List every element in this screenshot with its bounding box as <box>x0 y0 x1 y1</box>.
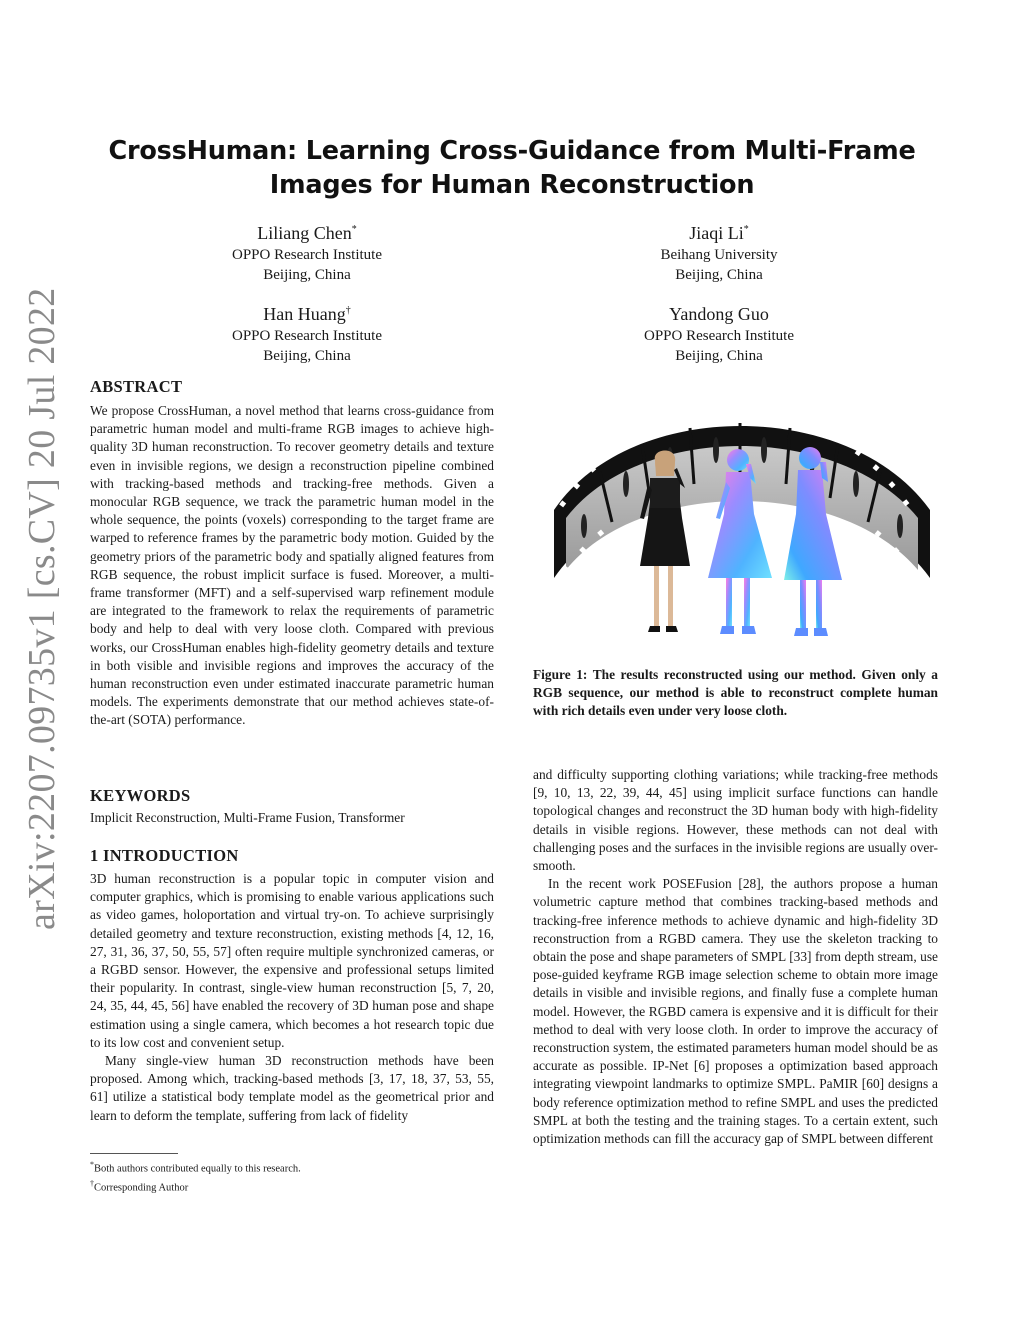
keywords-paragraph: Implicit Reconstruction, Multi-Frame Fusion, Transformer <box>90 810 405 825</box>
abstract-text <box>90 402 494 730</box>
title-line-1: CrossHuman: Learning Cross-Guidance from Multi-Frame <box>108 136 916 166</box>
footnote-text: Corresponding Author <box>94 1182 189 1193</box>
footnote-equal-contribution <box>90 1158 494 1177</box>
arxiv-identifier: arXiv:2207.09735v1 [cs.CV] 20 Jul 2022 <box>21 287 63 930</box>
intro-paragraph-4: In the recent work POSEFusion [28], the authors propose a human volumetric capture method that combines tracking-based methods and tracking-free inference methods to achieve dynamic and high-fidelity 3D reconstruction from a RGBD camera. They use the skeleton tracking to obtain the pose and shape parameters of SMPL [33] from depth stream, use pose-guided keyframe RGB image selection scheme to obtain more image details in visible and invisible regions, and finally fuse a complete human model. However, the RGBD camera is expensive and it is difficult for their method to deal with very loose cloth. In order to improve the accuracy of reconstruction system, the estimated parameters human model should be as accurate as possible. IP-Net [6] proposes a optimization based approach integrating viewpoint landmarks to optimize SMPL. PaMIR [60] designs a body reference optimization method to refine SMPL and uses the predicted SMPL at both the testing and the training stages. To a certain extent, such optimization methods can fill the accuracy gap of SMPL between different <box>533 876 938 1147</box>
introduction-left-column <box>90 870 494 1125</box>
figure-1 <box>540 398 940 658</box>
title-line-2: Images for Human Reconstruction <box>269 170 755 200</box>
author-location: Beijing, China <box>675 267 763 283</box>
author-location: Beijing, China <box>675 348 763 364</box>
intro-paragraph-2: Many single-view human 3D reconstruction methods have been proposed. Among which, tracking-based methods [3, 17, 18, 37, 53, 55, 61] utilize a statistical body template model as the geometrical prior and learn to deform the template, suffering from lack of fidelity <box>90 1053 494 1123</box>
author-name: Liliang Chen <box>257 223 352 243</box>
footnote-text: Both authors contributed equally to this research. <box>94 1163 301 1175</box>
author-mark: * <box>351 224 357 235</box>
abstract-paragraph: We propose CrossHuman, a novel method that learns cross-guidance from parametric human model and multi-frame RGB images to achieve high-quality 3D human reconstruction. To recover geometry details and texture even in invisible regions, we design a reconstruction pipeline combined with tracking-based methods and tracking-free methods. Given a monocular RGB sequence, we track the parametric human model in the whole sequence, the points (voxels) corresponding to the target frame are warped to reference frames by the parametric body motion. Guided by the geometry priors of the parametric body and spatially aligned features from RGB sequence, the robust implicit surface is fused. Moreover, a multi-frame transformer (MFT) and a self-supervised warp refinement module are integrated to the framework to relax the requirements of parametric body and help to deal with very loose cloth. Compared with previous works, our CrossHuman enables high-fidelity geometry details and texture in both visible and invisible regions and improves the accuracy of the human reconstruction even under estimated inaccurate parametric human models. The experiments demonstrate that our method achieves state-of-the-art (SOTA) performance. <box>90 403 494 728</box>
author-mark: * <box>743 224 749 235</box>
intro-paragraph-1: 3D human reconstruction is a popular topic in computer vision and computer graphics, which is promising to enable various applications such as video games, holoportation and virtual try-on. To achieve surprisingly detailed geometry and texture reconstruction, existing methods [4, 12, 16, 27, 31, 36, 37, 50, 55, 57] often require multiple synchronized cameras, or a RGBD sensor. However, the expensive and professional setups limited their popularity. In contrast, single-view human reconstruction [5, 7, 20, 24, 35, 44, 45, 56] have enabled the recovery of 3D human pose and shape estimation using a single camera, which becomes a hot research topic due to its low cost and convenient setup. <box>90 871 494 1050</box>
figure-1-caption: Figure 1: The results reconstructed using our method. Given only a RGB sequence, our method is able to reconstruct complete human with rich details even under very loose cloth. <box>533 667 938 719</box>
footnote-rule <box>90 1153 178 1154</box>
author-block-2 <box>569 221 869 285</box>
author-affiliation: OPPO Research Institute <box>232 247 382 263</box>
paper-title <box>100 134 924 202</box>
figure-1-image <box>540 398 940 658</box>
author-block-4 <box>569 302 869 366</box>
author-affiliation: OPPO Research Institute <box>232 328 382 344</box>
abstract-heading: ABSTRACT <box>90 377 183 396</box>
intro-paragraph-3: and difficulty supporting clothing variations; while tracking-free methods [9, 10, 13, 22, 39, 44, 45] using implicit surface functions can handle topological changes and reconstruct the 3D human body with high-fidelity details in visible regions. However, these methods can not deal with challenging poses and the surfaces in the invisible regions are usually over-smooth. <box>533 767 938 874</box>
introduction-right-column <box>533 766 938 1148</box>
author-name: Yandong Guo <box>669 304 769 324</box>
introduction-heading: 1 INTRODUCTION <box>90 846 239 865</box>
author-location: Beijing, China <box>263 348 351 364</box>
author-affiliation: OPPO Research Institute <box>644 328 794 344</box>
footnote-mark: * <box>90 1160 94 1169</box>
keywords-heading: KEYWORDS <box>90 786 191 805</box>
author-affiliation: Beihang University <box>660 247 778 263</box>
author-block-3 <box>157 302 457 366</box>
author-block-1 <box>157 221 457 285</box>
footnote-mark: † <box>90 1178 94 1188</box>
author-name: Jiaqi Li <box>689 223 744 243</box>
author-location: Beijing, China <box>263 267 351 283</box>
keywords-text <box>90 809 494 827</box>
footnotes <box>90 1153 494 1195</box>
footnote-corresponding <box>90 1177 494 1196</box>
author-name: Han Huang <box>263 304 346 324</box>
author-mark: † <box>345 305 351 316</box>
